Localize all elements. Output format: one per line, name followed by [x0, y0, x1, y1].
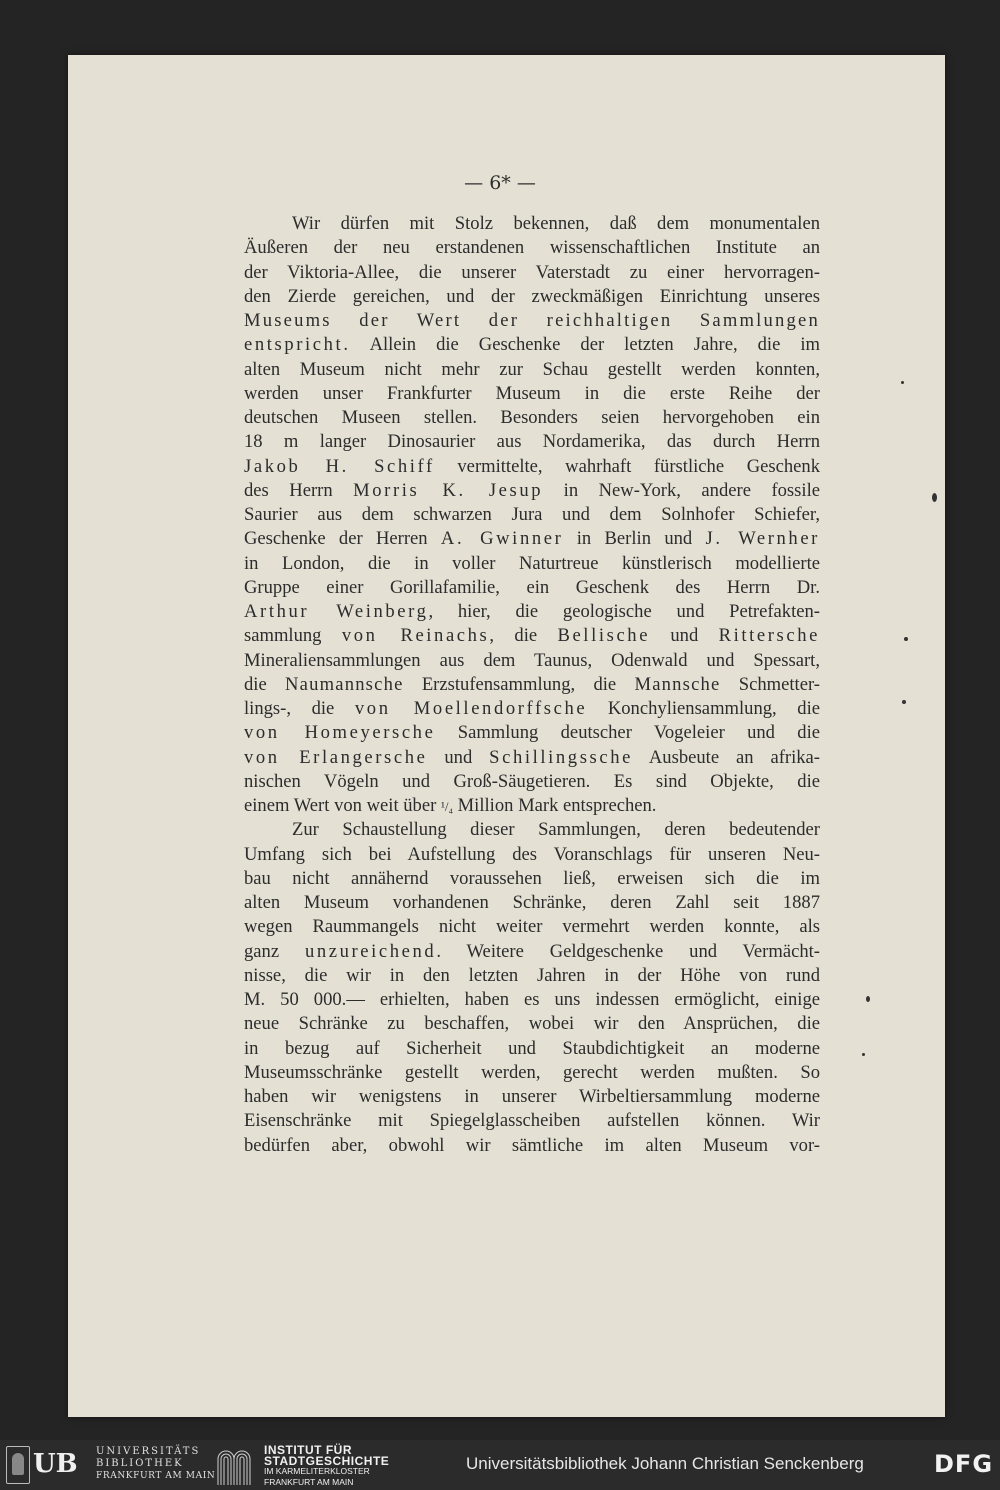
isg-line: IM KARMELITERKLOSTER — [264, 1466, 370, 1476]
isg-logo-text[interactable] — [264, 1445, 389, 1487]
text-line: Wir dürfen mit Stolz bekennen, daß dem monumentalen — [292, 213, 820, 234]
isg-line: FRANKFURT AM MAIN — [264, 1476, 354, 1487]
isg-arches-icon[interactable] — [216, 1445, 252, 1485]
footer-bar — [0, 1440, 1000, 1490]
paper-speck — [902, 700, 906, 704]
ub-logo-text[interactable] — [96, 1446, 215, 1482]
paper-speck — [932, 493, 937, 502]
text-line: Saurier aus dem schwarzen Jura und dem Solnhofer Schiefer, — [244, 504, 820, 525]
library-name-link[interactable]: Universitätsbibliothek Johann Christian Senckenberg — [466, 1454, 864, 1473]
fraction: ¹/₄ — [440, 799, 453, 814]
text-line: des Herrn Morris K. Jesup in New-York, andere fossile — [244, 479, 820, 501]
text-line: 18 m langer Dinosaurier aus Nordamerika, das durch Herrn — [244, 431, 820, 453]
text-line: Jakob H. Schiff vermittelte, wahrhaft fürstliche Geschenk — [244, 455, 821, 477]
text-line: von Homeyersche Sammlung deutscher Vogeleier und die — [244, 722, 820, 744]
isg-line: STADTGESCHICHTE — [264, 1453, 390, 1468]
text-line: der Viktoria-Allee, die unserer Vaterstadt zu einer hervorragen- — [244, 261, 820, 283]
paper-speck — [866, 996, 870, 1002]
text-line: Geschenke der Herren A. Gwinner in Berlin und J. Wernher — [244, 528, 820, 550]
page-number: — 6* — — [464, 172, 536, 194]
paper-speck — [901, 381, 904, 384]
person-name: Bellische — [557, 625, 651, 647]
text-line: sammlung von Reinachs, die Bellische und Rittersche — [244, 625, 820, 647]
isg-line: INSTITUT FÜR — [264, 1443, 352, 1457]
text-line: in London, die in voller Naturtreue künstlerisch modellierte — [244, 552, 820, 574]
person-name: Arthur Weinberg — [244, 601, 429, 622]
person-name: Morris K. Jesup — [353, 479, 544, 501]
text-line: Mineraliensammlungen aus dem Taunus, Odenwald und Spessart, — [244, 649, 820, 671]
paper-speck — [862, 1053, 865, 1056]
ub-line: FRANKFURT AM MAIN — [96, 1471, 216, 1481]
person-name: von Moellendorffsche — [354, 698, 588, 719]
person-name: von Erlangersche — [244, 746, 428, 768]
text-line: M. 50 000.— erhielten, haben es uns indessen ermöglicht, einige — [244, 989, 820, 1010]
text-line: in bezug auf Sicherheit und Staubdichtigkeit an moderne — [244, 1037, 820, 1059]
text-line: einem Wert von weit über ¹/₄ Million Mark entsprechen. — [244, 795, 657, 816]
text-line: nisse, die wir in den letzten Jahren in der Höhe von rund — [244, 964, 820, 986]
ub-line: UNIVERSITÄTS — [96, 1446, 201, 1457]
text-line: Äußeren der neu erstandenen wissenschaftlichen Institute an — [244, 237, 820, 259]
text-line: den Zierde gereichen, und der zweckmäßigen Einrichtung unseres — [244, 285, 820, 307]
person-name: Rittersche — [718, 625, 820, 647]
ub-line: BIBLIOTHEK — [96, 1458, 184, 1469]
text-line: Museumsschränke gestellt werden, gerecht werden mußten. So — [244, 1061, 820, 1083]
text-line: Museums der Wert der reichhaltigen Sammlungen — [244, 310, 820, 331]
text-line: Umfang sich bei Aufstellung des Voranschlags für unseren Neu- — [244, 843, 820, 865]
text-line: ganz unzureichend. Weitere Geldgeschenke und Vermächt- — [244, 940, 820, 962]
text-line: wegen Raummangels nicht weiter vermehrt werden konnte, als — [244, 916, 820, 938]
text-line: von Erlangersche und Schillingssche Ausbeute an afrika- — [244, 746, 820, 768]
person-name: Mannsche — [634, 673, 721, 695]
person-name: von Homeyersche — [244, 722, 436, 744]
body-text — [244, 212, 820, 1158]
text-line: entspricht. Allein die Geschenke der letzten Jahre, die im — [244, 334, 820, 356]
person-name: Schillingssche — [489, 746, 633, 768]
text-line: bau nicht annähernd voraussehen ließ, erweisen sich die im — [244, 867, 820, 889]
ub-logo-mark[interactable]: UB — [33, 1449, 78, 1479]
emphasis: unzureichend — [304, 940, 437, 962]
text-line: werden unser Frankfurter Museum in die erste Reihe der — [244, 382, 820, 404]
text-line: lings-, die von Moellendorffsche Konchyliensammlung, die — [244, 698, 821, 719]
text-line: deutschen Museen stellen. Besonders seien hervorgehoben ein — [244, 407, 820, 428]
text-line: bedürfen aber, obwohl wir sämtliche im alten Museum vor- — [244, 1134, 820, 1156]
text-line: die Naumannsche Erzstufensammlung, die Mannsche Schmetter- — [244, 673, 820, 695]
person-name: von Reinachs — [341, 625, 490, 647]
person-name: A. Gwinner — [440, 528, 564, 550]
text-line: neue Schränke zu beschaffen, wobei wir den Ansprüchen, die — [244, 1013, 820, 1035]
text-line: Gruppe einer Gorillafamilie, ein Geschenk des Herrn Dr. — [244, 576, 820, 598]
person-name: J. Wernher — [705, 528, 820, 550]
person-name: Naumannsche — [285, 673, 404, 695]
dfg-logo[interactable]: DFG — [934, 1450, 994, 1478]
text-line: nischen Vögeln und Groß-Säugetieren. Es sind Objekte, die — [244, 770, 820, 792]
ub-portrait-logo-icon[interactable] — [6, 1446, 30, 1484]
text-line: Zur Schaustellung dieser Sammlungen, deren bedeutender — [292, 819, 820, 841]
text-line: alten Museum vorhandenen Schränke, deren Zahl seit 1887 — [244, 892, 820, 913]
text-line: Arthur Weinberg, hier, die geologische und Petrefakten- — [244, 601, 820, 622]
text-line: Eisenschränke mit Spiegelglasscheiben aufstellen können. Wir — [244, 1110, 820, 1132]
person-name: Jakob H. Schiff — [244, 455, 435, 477]
text-line: haben wir wenigstens in unserer Wirbeltiersammlung moderne — [244, 1086, 820, 1107]
paper-speck — [904, 637, 908, 641]
text-line: alten Museum nicht mehr zur Schau gestellt werden konnten, — [244, 358, 820, 380]
